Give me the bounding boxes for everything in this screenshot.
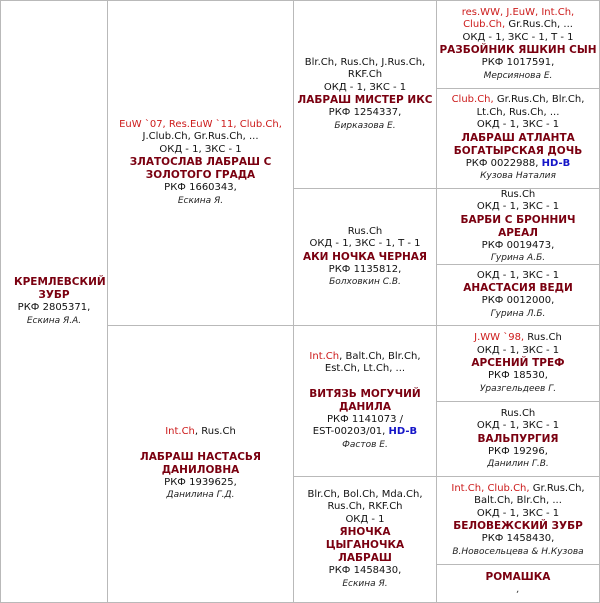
ssd-titles-red: Club.Ch,	[451, 94, 494, 106]
dds-name[interactable]: БЕЛОВЕЖСКИЙ ЗУБР	[453, 520, 583, 533]
dsd-titles: Rus.Ch	[500, 407, 536, 419]
ds-titles: , Balt.Ch, Blr.Ch,	[339, 350, 421, 362]
dds-cell	[436, 476, 600, 565]
sire-name[interactable]: ЗЛАТОСЛАВ ЛАБРАШ С ЗОЛОТОГО ГРАДА	[129, 156, 272, 182]
dss-titles-line	[474, 332, 562, 345]
sd-owner: Болховкин С.В.	[329, 277, 401, 287]
sire-tests: ОКД - 1, ЗКС - 1	[159, 143, 242, 155]
sss-name[interactable]: РАЗБОЙНИК ЯШКИН СЫН	[439, 44, 597, 57]
ss-owner: Бирказова Е.	[334, 120, 396, 131]
dds-tests: ОКД - 1, ЗКС - 1	[476, 507, 560, 519]
sd-reg: РКФ 1135812,	[328, 263, 402, 275]
ssd-titles-line	[452, 94, 585, 107]
sd-tests: ОКД - 1, ЗКС - 1, Т - 1	[309, 238, 421, 249]
sdd-tests: ОКД - 1, ЗКС - 1	[476, 269, 560, 281]
dsd-cell	[436, 401, 600, 477]
ds-reg: РКФ 1141073 /	[326, 413, 403, 425]
sds-name[interactable]: БАРБИ С БРОННИЧ АРЕАЛ	[460, 213, 576, 239]
dsd-owner: Данилин Г.В.	[487, 459, 549, 469]
sire-titles: J.Club.Ch, Gr.Rus.Ch, ...	[142, 131, 259, 143]
dam-reg: РКФ 1939625,	[164, 476, 237, 488]
subject-cell	[0, 0, 108, 603]
sss-cell	[436, 0, 600, 89]
ss-titles: Blr.Ch, Rus.Ch, J.Rus.Ch, RKF.Ch	[304, 56, 426, 81]
dam-sire-cell	[293, 325, 437, 477]
sds-tests: ОКД - 1, ЗКС - 1	[476, 201, 560, 212]
ss-reg: РКФ 1254337,	[328, 107, 402, 119]
dds-owner: В.Новосельцева & Н.Кузова	[452, 546, 584, 557]
sss-tests: ОКД - 1, ЗКС - 1, Т - 1	[462, 31, 574, 43]
ssd-titles: Gr.Rus.Ch, Blr.Ch,	[493, 94, 585, 106]
dss-cell	[436, 325, 600, 402]
sdd-cell	[436, 264, 600, 326]
ssd-owner: Кузова Наталия	[480, 171, 556, 182]
sire-titles-red: EuW `07, Res.EuW `11, Club.Ch,	[119, 118, 282, 130]
dd-name[interactable]: ЯНОЧКА ЦЫГАНОЧКА ЛАБРАШ	[325, 526, 405, 565]
subject-reg: РКФ 2805371,	[17, 302, 91, 313]
dam-titles-line	[165, 426, 236, 439]
sire-sire-cell	[293, 0, 437, 189]
sss-owner: Мерсиянова Е.	[483, 70, 553, 81]
dds-titles2: Balt.Ch, Blr.Ch, ...	[474, 495, 562, 507]
dsd-name[interactable]: ВАЛЬПУРГИЯ	[477, 432, 559, 445]
sss-titles-line	[453, 7, 583, 32]
sss-titles-red: res.WW, J.EuW, Int.Ch, Club.Ch,	[461, 6, 575, 31]
sire-owner: Ескина Я.	[177, 195, 224, 206]
ss-name[interactable]: ЛАБРАШ МИСТЕР ИКС	[297, 94, 433, 107]
ss-tests: ОКД - 1, ЗКС - 1	[323, 81, 407, 93]
ddd-cell	[436, 564, 600, 603]
subject-name[interactable]: КРЕМЛЕВСКИЙ ЗУБР	[14, 276, 106, 301]
ssd-titles2: Lt.Ch, Rus.Ch, ...	[476, 106, 560, 118]
ds-name[interactable]: ВИТЯЗЬ МОГУЧИЙ ДАНИЛА	[309, 387, 421, 413]
ssd-reg-line	[466, 158, 570, 171]
dss-reg: РКФ 18530,	[488, 370, 548, 381]
dd-titles2: Rus.Ch, RKF.Ch	[327, 501, 403, 513]
dam-titles-red: Int.Ch	[165, 426, 195, 438]
subject-owner: Ескина Я.А.	[26, 315, 82, 326]
sds-owner: Гурина А.Б.	[490, 253, 546, 263]
sd-name[interactable]: АКИ НОЧКА ЧЕРНАЯ	[302, 250, 428, 263]
dam-titles: , Rus.Ch	[194, 426, 236, 438]
ds-hd: HD-B	[388, 426, 418, 438]
dd-reg: РКФ 1458430,	[328, 565, 402, 577]
ds-reg2: EST-00203/01,	[312, 426, 386, 438]
sds-reg: РКФ 0019473,	[481, 239, 555, 251]
dd-tests: ОКД - 1	[345, 513, 385, 525]
dsd-tests: ОКД - 1, ЗКС - 1	[476, 420, 560, 431]
ddd-owner: ,	[516, 584, 520, 595]
sd-titles: Rus.Ch	[347, 225, 383, 237]
dam-name[interactable]: ЛАБРАШ НАСТАСЬЯ ДАНИЛОВНА	[139, 450, 261, 476]
sire-dam-cell	[293, 188, 437, 326]
sire-cell	[107, 0, 294, 326]
dam-cell	[107, 325, 294, 603]
ssd-tests: ОКД - 1, ЗКС - 1	[476, 119, 560, 131]
sss-reg: РКФ 1017591,	[481, 57, 555, 69]
sire-reg: РКФ 1660343,	[164, 182, 237, 194]
ssd-cell	[436, 88, 600, 189]
dss-titles-red: J.WW `98,	[474, 332, 525, 343]
ds-titles2: Est.Ch, Lt.Ch, ...	[324, 363, 406, 375]
ds-titles-red: Int.Ch	[309, 350, 340, 362]
dds-titles: Gr.Rus.Ch,	[529, 482, 585, 494]
sdd-owner: Гурина Л.Б.	[490, 308, 546, 319]
dd-owner: Ескина Я.	[342, 578, 388, 589]
sds-cell	[436, 188, 600, 265]
ssd-name[interactable]: ЛАБРАШ АТЛАНТА БОГАТЫРСКАЯ ДОЧЬ	[453, 131, 583, 157]
dam-owner: Данилина Г.Д.	[166, 490, 235, 501]
ssd-hd: HD-B	[541, 157, 571, 169]
dds-titles-line	[451, 483, 584, 496]
ds-reg2-line	[313, 426, 417, 439]
ssd-reg: РКФ 0022988,	[465, 157, 539, 169]
dam-dam-cell	[293, 476, 437, 603]
dd-titles: Blr.Ch, Bol.Ch, Mda.Ch,	[307, 488, 423, 500]
dss-owner: Уразгельдеев Г.	[479, 383, 557, 394]
sds-titles: Rus.Ch	[500, 188, 536, 200]
dss-tests: ОКД - 1, ЗКС - 1	[476, 344, 560, 356]
ds-owner: Фастов Е.	[342, 439, 388, 450]
dsd-reg: РКФ 19296,	[488, 445, 548, 457]
ddd-name[interactable]: РОМАШКА	[485, 570, 551, 583]
dds-reg: РКФ 1458430,	[481, 533, 555, 545]
sdd-reg: РКФ 0012000,	[481, 295, 555, 307]
dss-titles: Rus.Ch	[524, 332, 562, 343]
sdd-name[interactable]: АНАСТАСИЯ ВЕДИ	[463, 282, 573, 295]
dss-name[interactable]: АРСЕНИЙ ТРЕФ	[471, 357, 565, 369]
sss-titles: Gr.Rus.Ch, ...	[505, 19, 573, 31]
dds-titles-red: Int.Ch, Club.Ch,	[451, 482, 530, 494]
ds-titles-line	[309, 351, 420, 364]
